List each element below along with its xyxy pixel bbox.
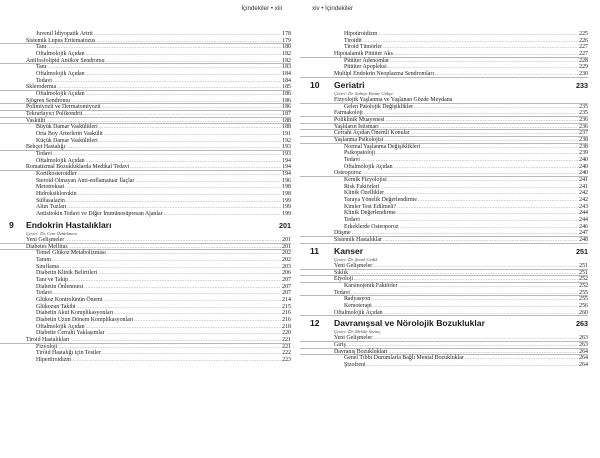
chapter-heading[interactable] <box>300 318 588 329</box>
toc-entry[interactable] <box>300 137 588 144</box>
entry-page-number: 251 <box>579 269 588 276</box>
entry-title: Oftalmolojik Açıdan <box>36 323 85 330</box>
entry-page-number: 240 <box>579 170 588 177</box>
dot-leader <box>72 358 281 365</box>
entry-title: Tedavi <box>344 156 360 163</box>
entry-title: Tanı <box>36 64 47 71</box>
chapter-title: Davranışsal ve Nörolojik Bozukluklar <box>334 318 485 329</box>
toc-subentry[interactable] <box>300 104 588 111</box>
toc-subentry[interactable] <box>300 157 588 164</box>
entry-page-number: 188 <box>282 117 291 124</box>
entry-page-number: 239 <box>579 150 588 157</box>
toc-entry[interactable] <box>0 98 291 105</box>
entry-title: Altın Tuzları <box>36 204 67 211</box>
toc-entry[interactable] <box>300 97 588 104</box>
entry-page-number: 236 <box>579 123 588 130</box>
entry-page-number: 226 <box>579 37 588 44</box>
toc-subentry[interactable] <box>300 303 588 310</box>
toc-subentry[interactable] <box>0 357 291 364</box>
toc-subentry[interactable] <box>0 277 291 284</box>
entry-title: Hipotiroidizm <box>344 31 378 37</box>
entry-page-number: 238 <box>579 143 588 150</box>
toc-subentry[interactable] <box>0 350 291 357</box>
toc-entry[interactable] <box>0 164 291 171</box>
entry-title: Oftalmolojik Açıdan <box>36 71 85 78</box>
entry-page-number: 255 <box>579 289 588 296</box>
toc-entry[interactable] <box>0 58 291 65</box>
entry-title: Glükoz Kontrolünün Önemi <box>36 297 103 304</box>
entry-page-number: 221 <box>282 343 291 350</box>
entry-title: Klinik Değerlendirme <box>344 210 396 217</box>
entry-title: Sıklık <box>334 269 349 276</box>
entry-title: Hipotalamik Pitüiter Aks <box>334 51 393 58</box>
dot-leader <box>435 72 578 79</box>
entry-title: Karsinojenik Faktörler <box>344 282 398 289</box>
dot-leader <box>383 238 578 245</box>
entry-page-number: 223 <box>282 357 291 364</box>
entry-page-number: 207 <box>282 283 291 290</box>
toc-subentry[interactable] <box>0 284 291 291</box>
toc-subentry[interactable] <box>300 177 588 184</box>
dot-leader <box>164 212 281 219</box>
toc-entry[interactable] <box>300 110 588 117</box>
entry-page-number: 193 <box>282 151 291 158</box>
entry-title: Tiroid Hastalıkları <box>26 337 70 344</box>
entry-page-number: 240 <box>579 163 588 170</box>
entry-page-number: 248 <box>579 237 588 243</box>
toc-entry[interactable] <box>300 230 588 237</box>
toc-subentry[interactable] <box>300 197 588 204</box>
entry-page-number: 201 <box>282 243 291 250</box>
entry-title: Radyasyon <box>344 296 371 303</box>
toc-entry[interactable] <box>300 51 588 58</box>
toc-subentry[interactable] <box>0 257 291 264</box>
entry-page-number: 193 <box>282 144 291 151</box>
toc-subentry[interactable] <box>0 264 291 271</box>
entry-title: Hidroksiklorokin <box>36 191 77 198</box>
entry-title: Sistemik Lupus Eritematozus <box>26 37 96 44</box>
entry-title: Sistemik Hastalıklar <box>334 237 382 243</box>
entry-page-number: 214 <box>282 297 291 304</box>
entry-title: Taraya Yönelik Değerlendirme <box>344 196 417 203</box>
toc-subentry[interactable] <box>0 304 291 311</box>
chapter-page-number: 263 <box>576 319 588 329</box>
entry-page-number: 221 <box>282 337 291 344</box>
toc-entry[interactable] <box>300 130 588 137</box>
entry-title: Oftalmolojik Açıdan <box>344 163 393 170</box>
entry-page-number: 184 <box>282 71 291 78</box>
entry-title: Sjögren Sendromu <box>26 97 71 104</box>
chapter-translator: Çeviri: Dr. Sabiye Emine Gökçe <box>334 90 394 96</box>
entry-title: Tanım <box>36 257 51 264</box>
toc-entry[interactable] <box>300 170 588 177</box>
toc-entry[interactable] <box>300 342 588 349</box>
toc-subentry[interactable] <box>0 297 291 304</box>
entry-page-number: 225 <box>579 31 588 37</box>
toc-entry[interactable] <box>300 237 588 244</box>
entry-title: Tiroid Tümörler <box>344 44 383 51</box>
chapter-translator: Çeviri: Dr. Şenol Gedik <box>334 256 378 262</box>
entry-page-number: 256 <box>579 302 588 309</box>
entry-page-number: 241 <box>579 183 588 190</box>
chapter-number: 12 <box>310 318 320 329</box>
entry-page-number: 247 <box>579 230 588 237</box>
entry-title: Psikopatoloji <box>344 150 376 157</box>
entry-page-number: 207 <box>282 277 291 284</box>
toc-list <box>300 31 588 369</box>
entry-page-number: 235 <box>579 110 588 117</box>
toc-entry[interactable] <box>300 270 588 277</box>
entry-page-number: 251 <box>579 262 588 269</box>
entry-title: Büyük Damar Vaskülitleri <box>36 124 98 131</box>
entry-page-number: 194 <box>282 164 291 171</box>
toc-subentry[interactable] <box>300 190 588 197</box>
entry-title: Diabetin Uzun Dönem Komplikasyonları <box>36 317 134 324</box>
toc-entry[interactable] <box>0 118 291 125</box>
entry-title: Küçük Damar Vaskülitleri <box>36 137 98 144</box>
entry-title: Oftalmolojik Açıdan <box>36 91 85 98</box>
entry-page-number: 179 <box>282 37 291 44</box>
entry-title: Tedavi <box>334 289 350 296</box>
toc-subentry[interactable] <box>0 124 291 131</box>
right-page <box>300 0 600 458</box>
entry-page-number: 236 <box>579 116 588 123</box>
entry-page-number: 216 <box>282 317 291 324</box>
entry-title: Hipertiroidizm <box>36 357 72 364</box>
chapter-title: Geriatri <box>334 79 365 90</box>
toc-subentry[interactable] <box>300 164 588 171</box>
running-header: İçindekiler • xiii <box>241 5 282 12</box>
entry-page-number: 199 <box>282 197 291 204</box>
toc-subentry[interactable] <box>300 224 588 231</box>
entry-page-number: 186 <box>282 97 291 104</box>
entry-page-number: 264 <box>579 355 588 362</box>
entry-title: Farmakoloji <box>334 110 363 117</box>
chapter-number: 11 <box>310 245 320 256</box>
entry-page-number: 227 <box>579 51 588 58</box>
entry-title: Gelen Patolojik Değişiklikler <box>344 103 414 110</box>
toc-subentry[interactable] <box>0 198 291 205</box>
entry-title: Kemik Fizyolojisi <box>344 176 387 183</box>
entry-title: Kemoterapi <box>344 302 372 309</box>
toc-subentry[interactable] <box>0 91 291 98</box>
entry-title: Tedavi <box>36 290 52 297</box>
entry-title: Skleroderma <box>26 84 57 91</box>
chapter-translator: Çeviri: Dr. Cem Öztürkmen <box>26 230 77 236</box>
entry-page-number: 229 <box>579 64 588 71</box>
entry-title: Erkeklerde Osteoporoz <box>344 223 399 230</box>
entry-page-number: 235 <box>579 103 588 110</box>
toc-entry[interactable] <box>300 335 588 342</box>
chapter-page-number: 233 <box>576 80 588 90</box>
entry-title: Antifosfolipid Antikor Sendromu <box>26 57 105 64</box>
entry-title: Behçet Hastalığı <box>26 144 66 151</box>
chapter-number: 10 <box>310 79 320 90</box>
entry-page-number: 178 <box>282 31 291 37</box>
toc-subentry[interactable] <box>300 58 588 65</box>
toc-subentry[interactable] <box>300 210 588 217</box>
toc-entry[interactable] <box>0 237 291 244</box>
entry-title: Tedavi <box>36 151 52 158</box>
chapter-title: Endokrin Hastalıkları <box>26 219 112 230</box>
toc-subentry[interactable] <box>300 44 588 51</box>
chapter-heading[interactable] <box>300 246 588 257</box>
entry-page-number: 240 <box>579 156 588 163</box>
entry-title: Risk Faktörleri <box>344 183 380 190</box>
entry-title: Poliklinik Muayenesi <box>334 116 385 123</box>
toc-subentry[interactable] <box>300 296 588 303</box>
entry-title: Diabetes Mellitus <box>26 243 68 250</box>
toc-subentry[interactable] <box>0 131 291 138</box>
toc-subentry[interactable] <box>300 144 588 151</box>
toc-subentry[interactable] <box>0 171 291 178</box>
entry-page-number: 188 <box>282 124 291 131</box>
entry-page-number: 206 <box>282 270 291 277</box>
toc-entry[interactable] <box>0 144 291 151</box>
entry-title: Tanı ve Takip <box>36 277 69 284</box>
toc-entry[interactable] <box>300 71 588 78</box>
chapter-page-number: 251 <box>576 246 588 256</box>
entry-title: Genel Tıbbi Durumlarla Bağlı Mental Bozukluklar <box>344 355 464 362</box>
toc-entry[interactable] <box>300 310 588 317</box>
entry-page-number: 201 <box>282 237 291 243</box>
toc-subentry[interactable] <box>0 178 291 185</box>
toc-entry[interactable] <box>0 337 291 344</box>
entry-title: Vaskülit <box>26 117 46 124</box>
toc-subentry[interactable] <box>300 31 588 38</box>
toc-subentry[interactable] <box>0 270 291 277</box>
entry-page-number: 230 <box>579 71 588 78</box>
entry-title: Cerrahi Açıdan Önemli Konular <box>334 130 410 137</box>
entry-title: Glükozun Takibi <box>36 303 76 310</box>
toc-subentry[interactable] <box>300 362 588 369</box>
toc-subentry[interactable] <box>300 283 588 290</box>
entry-page-number: 215 <box>282 303 291 310</box>
entry-title: Yeni Gelişmeler <box>334 262 373 269</box>
entry-title: Osteoporoz <box>334 170 362 177</box>
entry-title: Diabetin Klinik Belirtileri <box>36 270 98 277</box>
toc-subentry[interactable] <box>0 71 291 78</box>
toc-subentry[interactable] <box>0 78 291 85</box>
toc-entry[interactable] <box>300 263 588 270</box>
entry-page-number: 220 <box>282 330 291 337</box>
chapter-translator: Çeviri: Dr. Melike Sezinç <box>334 329 381 335</box>
entry-title: Sınıflama <box>36 263 59 270</box>
entry-page-number: 194 <box>282 157 291 164</box>
entry-title: Yaşlanma Psikolojisi <box>334 136 384 143</box>
entry-page-number: 218 <box>282 323 291 330</box>
entry-page-number: 264 <box>579 362 588 369</box>
toc-list <box>0 31 291 364</box>
entry-title: Kortikosteroidler <box>36 171 77 178</box>
toc-subentry[interactable] <box>0 317 291 324</box>
entry-title: Şizofreni <box>344 362 366 369</box>
toc-subentry[interactable] <box>0 31 291 38</box>
entry-title: Giriş <box>334 342 346 349</box>
entry-page-number: 184 <box>282 77 291 84</box>
entry-page-number: 260 <box>579 309 588 316</box>
entry-page-number: 237 <box>579 130 588 137</box>
entry-page-number: 186 <box>282 104 291 111</box>
entry-page-number: 202 <box>282 257 291 264</box>
entry-page-number: 194 <box>282 171 291 178</box>
chapter-number: 9 <box>9 219 14 230</box>
entry-page-number: 186 <box>282 91 291 98</box>
entry-page-number: 255 <box>579 296 588 303</box>
toc-entry[interactable] <box>0 104 291 111</box>
toc-subentry[interactable] <box>300 64 588 71</box>
entry-page-number: 207 <box>282 290 291 297</box>
entry-title: Etyoloji <box>334 276 353 283</box>
entry-page-number: 242 <box>579 196 588 203</box>
entry-page-number: 191 <box>282 131 291 138</box>
entry-title: Normal Yaşlanma Değişiklikleri <box>344 143 421 150</box>
entry-title: Yeni Gelişmeler <box>26 237 65 243</box>
toc-subentry[interactable] <box>0 211 291 218</box>
entry-page-number: 198 <box>282 191 291 198</box>
chapter-page-number: 201 <box>279 220 291 230</box>
entry-title: Düşme <box>334 230 351 237</box>
entry-title: Steroid Olmayan Anti-enflamatuar İlaçlar <box>36 177 135 184</box>
entry-page-number: 196 <box>282 177 291 184</box>
entry-title: Tekrarlayıcı Polikondrit <box>26 111 83 118</box>
entry-page-number: 238 <box>579 136 588 143</box>
entry-title: Fizyolojik Yaşlanma ve Yaşlanan Gözde Meydana <box>334 96 453 103</box>
entry-page-number: 182 <box>282 57 291 64</box>
entry-title: Oftalmolojik Açıdan <box>36 51 85 58</box>
entry-title: Tedavi <box>36 77 52 84</box>
dot-leader <box>384 311 578 318</box>
toc-subentry[interactable] <box>0 184 291 191</box>
entry-page-number: 203 <box>282 263 291 270</box>
toc-subentry[interactable] <box>0 310 291 317</box>
toc-subentry[interactable] <box>300 150 588 157</box>
entry-title: Davranış Bozuklukları <box>334 348 388 355</box>
toc-entry[interactable] <box>300 276 588 283</box>
entry-title: Tiroidit <box>344 37 362 44</box>
toc-subentry[interactable] <box>300 38 588 45</box>
entry-title: Oftalmolojik Açıdan <box>334 309 383 316</box>
entry-title: Pitüiter Adenomlar <box>344 57 389 64</box>
entry-page-number: 242 <box>579 190 588 197</box>
entry-title: Diabetin Önlenmesi <box>36 283 84 290</box>
entry-page-number: 182 <box>282 51 291 58</box>
entry-page-number: 263 <box>579 335 588 342</box>
running-header: xiv • İçindekiler <box>312 5 354 12</box>
toc-subentry[interactable] <box>0 191 291 198</box>
toc-entry[interactable] <box>0 38 291 45</box>
entry-title: Pitüiter Apopleksi <box>344 64 387 71</box>
toc-subentry[interactable] <box>0 151 291 158</box>
toc-subentry[interactable] <box>0 250 291 257</box>
entry-title: Kimler Test Edilmeli? <box>344 203 397 210</box>
entry-title: Tiroid Hastalığı için Testler <box>36 350 101 357</box>
entry-page-number: 187 <box>282 111 291 118</box>
entry-title: Yaşlıların İstismarı <box>334 123 379 130</box>
entry-page-number: 185 <box>282 84 291 91</box>
entry-title: Romatizmal Bozukluklarda Medikal Tedavi <box>26 164 130 171</box>
entry-title: Antisitokin Tedavi ve Diğer İmmünosüpresan Ajanlar <box>36 211 163 218</box>
toc-subentry[interactable] <box>300 217 588 224</box>
toc-subentry[interactable] <box>0 51 291 58</box>
entry-title: Tedavi <box>344 216 360 223</box>
dot-leader <box>367 363 578 370</box>
entry-title: Multipl Endokrin Neoplazma Sendromları <box>334 71 434 78</box>
entry-page-number: 222 <box>282 350 291 357</box>
entry-page-number: 192 <box>282 137 291 144</box>
toc-subentry[interactable] <box>0 44 291 51</box>
toc-subentry[interactable] <box>0 324 291 331</box>
entry-page-number: 243 <box>579 203 588 210</box>
toc-entry[interactable] <box>300 290 588 297</box>
toc-entry[interactable] <box>300 117 588 124</box>
entry-page-number: 263 <box>579 342 588 349</box>
entry-page-number: 180 <box>282 44 291 51</box>
entry-title: Diabette Cerrahi Yaklaşımlar <box>36 330 105 337</box>
entry-title: Polimiyozit ve Dermatomiyozit <box>26 104 101 111</box>
entry-title: Juvenil İdiyopatik Artrit <box>36 31 93 37</box>
entry-title: Oftalmolojik Açıdan <box>36 157 85 164</box>
entry-title: Klinik Özellikler <box>344 190 385 197</box>
entry-page-number: 183 <box>282 64 291 71</box>
entry-page-number: 216 <box>282 310 291 317</box>
entry-title: Metotreksat <box>36 184 65 191</box>
entry-page-number: 252 <box>579 276 588 283</box>
entry-page-number: 199 <box>282 211 291 218</box>
entry-title: Diabetin Akut Komplikasyonları <box>36 310 114 317</box>
entry-page-number: 198 <box>282 184 291 191</box>
entry-page-number: 227 <box>579 44 588 51</box>
chapter-heading[interactable] <box>0 220 291 231</box>
entry-title: Fizyoloji <box>36 343 58 350</box>
chapter-title: Kanser <box>334 245 364 256</box>
toc-subentry[interactable] <box>0 330 291 337</box>
toc-subentry[interactable] <box>0 158 291 165</box>
entry-page-number: 241 <box>579 176 588 183</box>
chapter-heading[interactable] <box>300 80 588 91</box>
toc-entry[interactable] <box>0 111 291 118</box>
entry-title: Temel Glükoz Metabolizması <box>36 250 106 257</box>
entry-title: Yeni Gelişmeler <box>334 335 373 342</box>
entry-page-number: 202 <box>282 250 291 257</box>
entry-page-number: 199 <box>282 204 291 211</box>
entry-page-number: 264 <box>579 348 588 355</box>
entry-title: Sülfasalazin <box>36 197 65 204</box>
entry-page-number: 244 <box>579 216 588 223</box>
toc-entry[interactable] <box>0 244 291 251</box>
entry-title: Tanı <box>36 44 47 51</box>
entry-page-number: 252 <box>579 282 588 289</box>
entry-page-number: 228 <box>579 57 588 64</box>
entry-title: Orta Boy Arterlerin Vaskülit <box>36 131 103 138</box>
entry-page-number: 246 <box>579 223 588 230</box>
entry-page-number: 244 <box>579 210 588 217</box>
